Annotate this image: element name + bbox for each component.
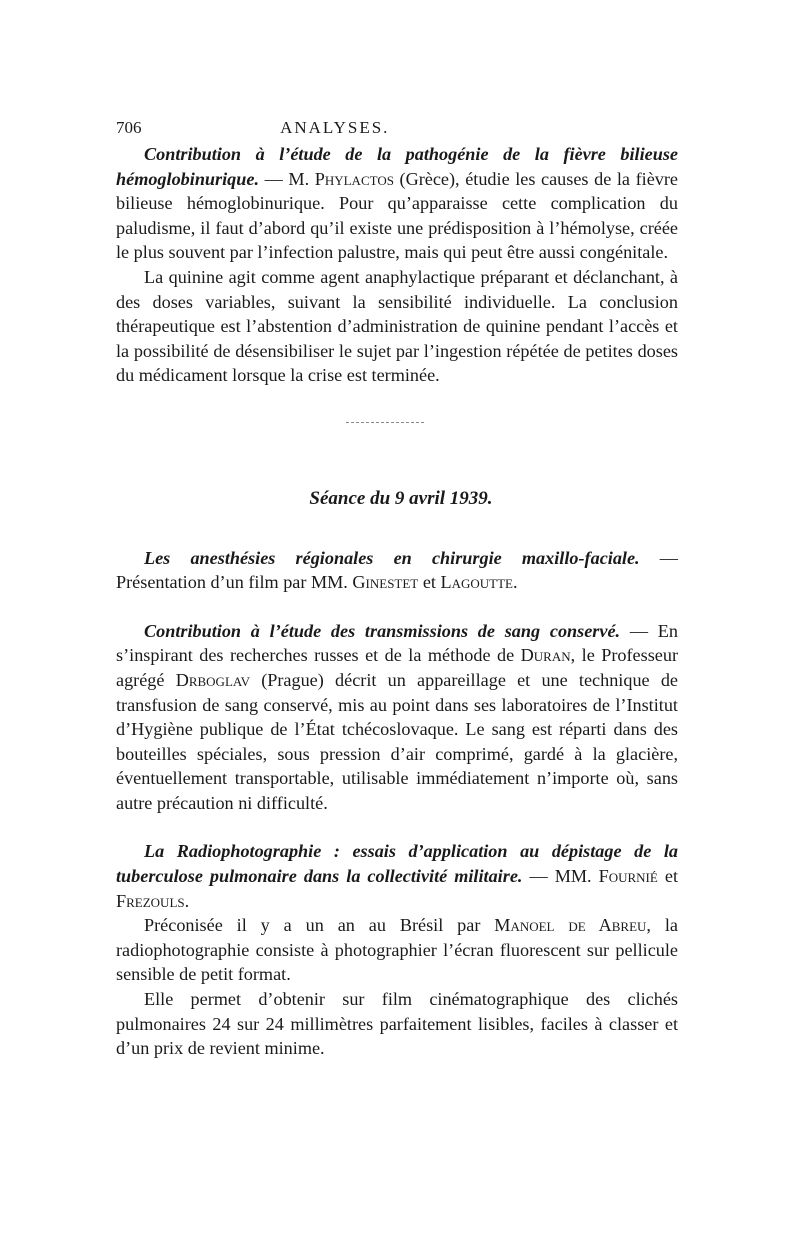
running-title: ANALYSES. bbox=[280, 118, 390, 137]
author-name: Frezouls bbox=[116, 890, 185, 911]
article-title: Contribution à l’étude de la pathogénie de la fièvre bilieuse hémoglobinurique. bbox=[116, 144, 678, 189]
article-body: , la radiophotographie consiste à photographier l’écran fluorescent sur pellicule sensible de petit format. bbox=[116, 915, 678, 985]
article-body: , le Professeur agrégé bbox=[116, 645, 679, 690]
author-name: Ginestet bbox=[352, 572, 419, 593]
article-body: (Grèce), étudie les causes de la fièvre bilieuse hémoglobinurique. Pour qu’apparaisse cette complication du paludisme, il faut d’abord qu’il existe une prédisposition à l’hémolyse, créée le plus souvent par l’infection palustre, mais qui peut être aussi congénitale. bbox=[116, 168, 679, 263]
author-name: Fournié bbox=[598, 866, 658, 887]
article-title: Contribution à l’étude des transmissions de sang conservé. bbox=[144, 620, 621, 641]
article-body: — Présentation d’un film par MM. bbox=[116, 547, 678, 593]
article-body: . bbox=[513, 572, 518, 593]
section-divider bbox=[346, 422, 424, 423]
article-body: et bbox=[418, 572, 441, 593]
article-paragraph: La quinine agit comme agent anaphylactique préparant et déclanchant, à des doses variables, suivant la sensibilité individuelle. La conclusion thérapeutique est l’abstention d’administration de quinine pendant l’accès et la possibilité de désensibiliser le sujet par l’ingestion répétée de petites doses du médicament lorsque la crise est terminée. bbox=[116, 266, 678, 386]
article-body: — MM. bbox=[522, 866, 599, 887]
page-number: 706 bbox=[116, 118, 142, 137]
article-body: . bbox=[184, 890, 190, 911]
article-body: (Prague) décrit un appareillage et une technique de transfusion de sang conservé, mis au point dans ses laboratoires de l’Institut d’Hygiène publique de l’État tchécoslovaque. Le sang est réparti dans des bouteilles spéciales, sous pression d’air comprimé, gardé à la glacière, éventuellement transportable, utilisable immédiatement n’importe où, sans autre précaution ni difficulté. bbox=[116, 669, 678, 813]
author-name: Phylactos bbox=[314, 168, 394, 189]
running-header bbox=[116, 116, 678, 142]
author-name: Drboglav bbox=[175, 669, 250, 690]
article-phylactos bbox=[116, 142, 678, 265]
session-heading: Séance du 9 avril 1939. bbox=[309, 487, 493, 509]
author-name: Manoel de Abreu bbox=[494, 915, 647, 936]
article-title: Les anesthésies régionales en chirurgie maxillo-faciale. bbox=[144, 547, 640, 568]
article-paragraph bbox=[116, 913, 678, 987]
article-body: Préconisée il y a un an au Brésil par bbox=[144, 915, 495, 936]
author-prefix: — M. bbox=[259, 168, 315, 189]
article-radiophotographie bbox=[116, 839, 678, 913]
article-title: La Radiophotographie : essais d’application au dépistage de la tuberculose pulmonaire dans la collectivité militaire. bbox=[116, 841, 678, 887]
article-anesthesies bbox=[116, 546, 678, 595]
page bbox=[116, 116, 678, 1061]
author-name: Lagoutte bbox=[440, 572, 513, 593]
author-name: Duran bbox=[520, 645, 571, 666]
article-body: — En s’inspirant des recherches russes et de la méthode de bbox=[116, 620, 678, 666]
article-transmissions bbox=[116, 619, 678, 816]
article-paragraph: Elle permet d’obtenir sur film cinématographique des clichés pulmonaires 24 sur 24 millimètres parfaitement lisibles, faciles à classer et d’un prix de revient minime. bbox=[116, 989, 678, 1059]
article-body: et bbox=[657, 866, 678, 887]
